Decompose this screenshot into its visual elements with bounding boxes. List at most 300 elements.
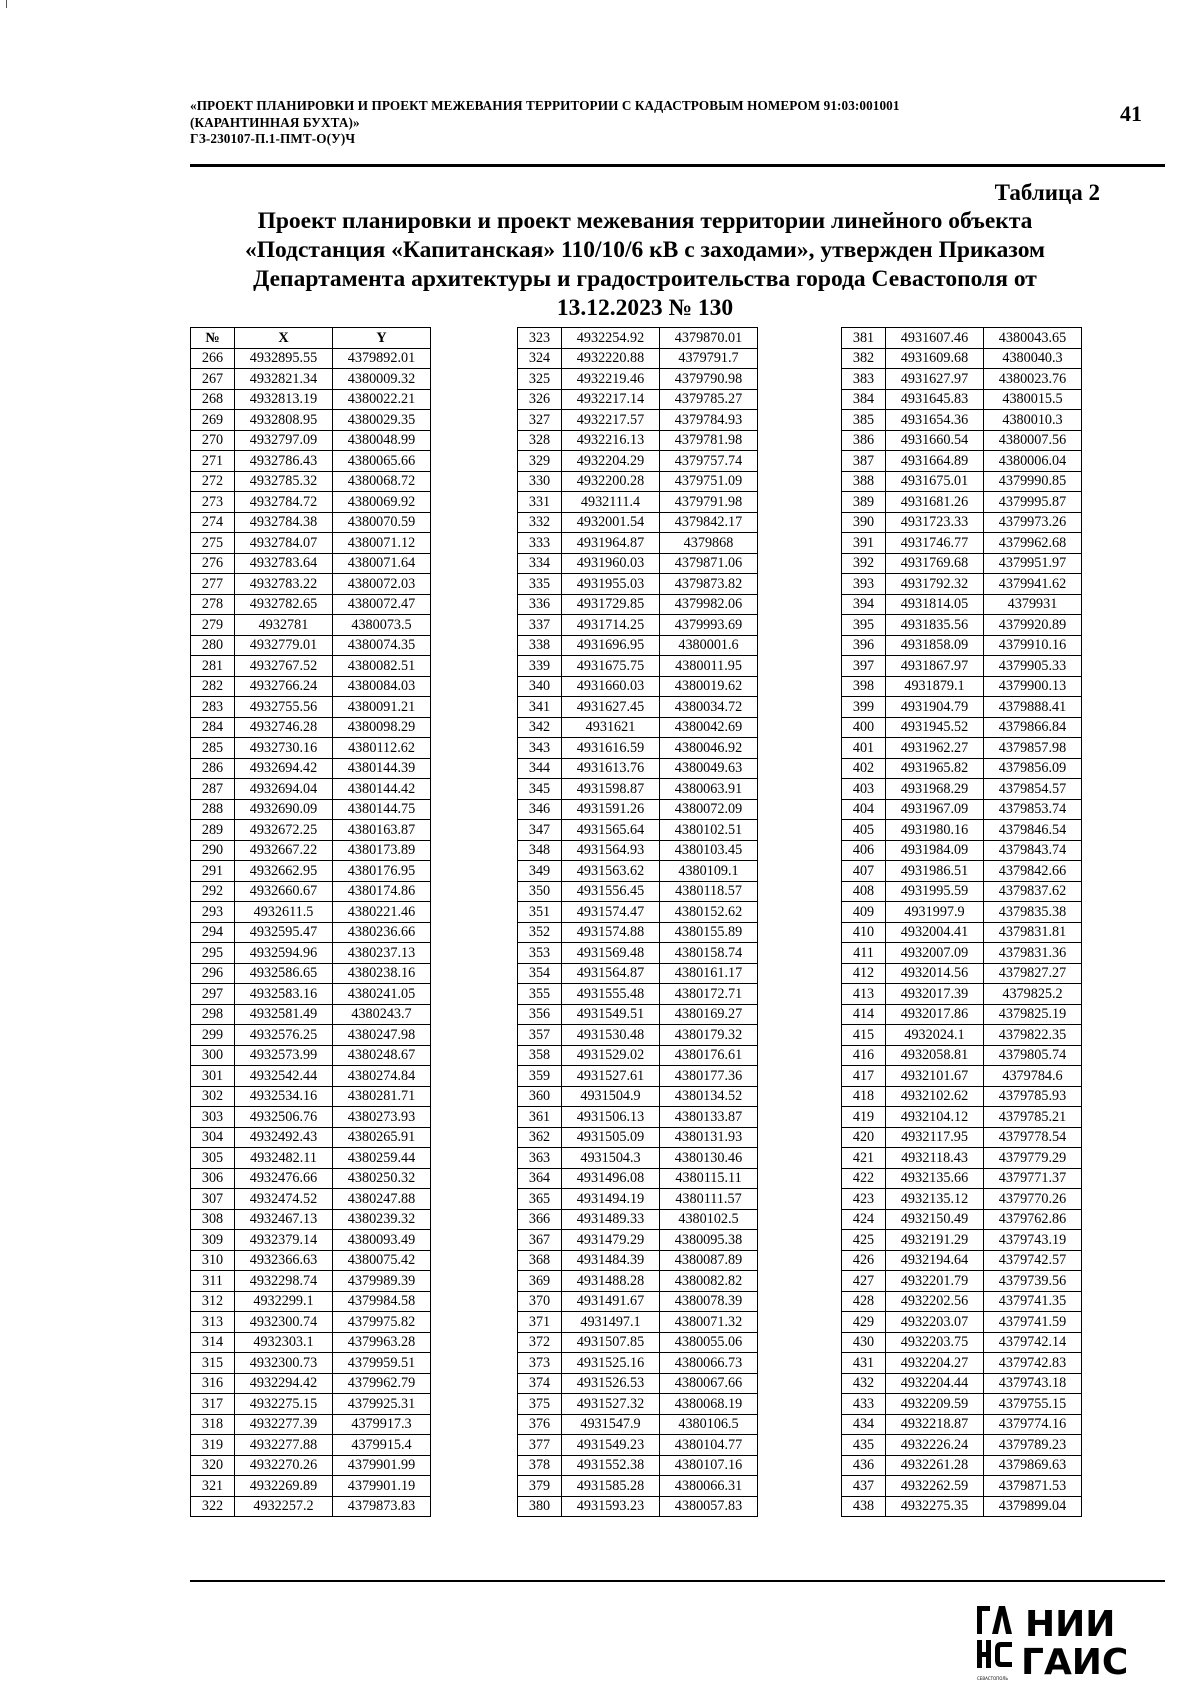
table-row [842, 1271, 1082, 1292]
coordinate-y-cell: 4380055.06 [660, 1332, 758, 1353]
coordinate-x-cell: 4932783.22 [235, 574, 333, 595]
table-row [842, 348, 1082, 369]
point-number-cell: 319 [191, 1435, 235, 1456]
coordinate-x-cell: 4931681.26 [886, 492, 984, 513]
point-number-cell: 339 [518, 656, 562, 677]
coordinate-y-cell: 4380155.89 [660, 922, 758, 943]
coordinate-x-cell: 4931547.9 [562, 1414, 660, 1435]
coordinate-x-cell: 4932667.22 [235, 840, 333, 861]
coordinate-y-cell: 4379822.35 [984, 1025, 1082, 1046]
coordinate-y-cell: 4379785.93 [984, 1086, 1082, 1107]
point-number-cell: 363 [518, 1148, 562, 1169]
coordinate-x-cell: 4931660.03 [562, 676, 660, 697]
coordinate-y-cell: 4380046.92 [660, 738, 758, 759]
point-number-cell: 402 [842, 758, 886, 779]
coordinate-x-cell: 4932204.44 [886, 1373, 984, 1394]
coordinate-x-cell: 4931505.09 [562, 1127, 660, 1148]
table-row [191, 1373, 431, 1394]
table-row [518, 1496, 758, 1517]
table-row [518, 1004, 758, 1025]
coordinate-x-cell: 4932226.24 [886, 1435, 984, 1456]
coordinate-x-cell: 4932611.5 [235, 902, 333, 923]
table-row [191, 512, 431, 533]
point-number-cell: 292 [191, 881, 235, 902]
point-number-cell: 344 [518, 758, 562, 779]
coordinate-y-cell: 4380084.03 [333, 676, 431, 697]
coordinate-x-cell: 4931609.68 [886, 348, 984, 369]
point-number-cell: 403 [842, 779, 886, 800]
coordinate-y-cell: 4380022.21 [333, 389, 431, 410]
coordinate-y-cell: 4379790.98 [660, 369, 758, 390]
point-number-cell: 380 [518, 1496, 562, 1517]
point-number-cell: 375 [518, 1394, 562, 1415]
table-row [191, 799, 431, 820]
coordinate-x-cell: 4932017.39 [886, 984, 984, 1005]
coordinate-x-cell: 4932730.16 [235, 738, 333, 759]
point-number-cell: 330 [518, 471, 562, 492]
point-number-cell: 311 [191, 1271, 235, 1292]
coordinate-y-cell: 4379857.98 [984, 738, 1082, 759]
point-number-cell: 328 [518, 430, 562, 451]
table-row [518, 1086, 758, 1107]
coordinate-x-cell: 4931530.48 [562, 1025, 660, 1046]
point-number-cell: 394 [842, 594, 886, 615]
table-row [842, 410, 1082, 431]
point-number-cell: 367 [518, 1230, 562, 1251]
coordinate-x-cell: 4931488.28 [562, 1271, 660, 1292]
table-row [518, 902, 758, 923]
table-row [191, 615, 431, 636]
coordinate-x-cell: 4931904.79 [886, 697, 984, 718]
point-number-cell: 293 [191, 902, 235, 923]
coordinate-x-cell: 4932191.29 [886, 1230, 984, 1251]
coordinate-y-cell: 4380152.62 [660, 902, 758, 923]
point-number-cell: 282 [191, 676, 235, 697]
coordinate-x-cell: 4931997.9 [886, 902, 984, 923]
point-number-cell: 383 [842, 369, 886, 390]
table-row [518, 697, 758, 718]
point-number-cell: 427 [842, 1271, 886, 1292]
coordinate-x-cell: 4931984.09 [886, 840, 984, 861]
coordinate-x-cell: 4932118.43 [886, 1148, 984, 1169]
coordinate-x-cell: 4931879.1 [886, 676, 984, 697]
table-row [191, 1312, 431, 1333]
point-number-cell: 320 [191, 1455, 235, 1476]
table-row [518, 1435, 758, 1456]
table-row [518, 1148, 758, 1169]
coordinate-x-cell: 4931867.97 [886, 656, 984, 677]
coordinate-x-cell: 4932204.27 [886, 1353, 984, 1374]
table-row [842, 758, 1082, 779]
coordinate-y-cell: 4379993.69 [660, 615, 758, 636]
coordinate-x-cell: 4931569.48 [562, 943, 660, 964]
table-row [842, 676, 1082, 697]
coordinate-x-cell: 4932102.62 [886, 1086, 984, 1107]
coordinate-x-cell: 4932203.07 [886, 1312, 984, 1333]
table-row [842, 738, 1082, 759]
point-number-cell: 373 [518, 1353, 562, 1374]
coordinate-y-cell: 4380098.29 [333, 717, 431, 738]
coordinate-x-cell: 4932262.59 [886, 1476, 984, 1497]
coordinate-y-cell: 4379770.26 [984, 1189, 1082, 1210]
coordinate-x-cell: 4931555.48 [562, 984, 660, 1005]
coordinate-x-cell: 4932217.57 [562, 410, 660, 431]
coordinate-y-cell: 4380115.11 [660, 1168, 758, 1189]
coordinate-x-cell: 4932024.1 [886, 1025, 984, 1046]
coordinate-y-cell: 4380075.42 [333, 1250, 431, 1271]
coordinate-y-cell: 4379868 [660, 533, 758, 554]
table-row [842, 553, 1082, 574]
coordinate-y-cell: 4380247.88 [333, 1189, 431, 1210]
table-row [191, 1435, 431, 1456]
table-row [191, 1496, 431, 1517]
coordinate-y-cell: 4379757.74 [660, 451, 758, 472]
point-number-cell: 346 [518, 799, 562, 820]
coordinate-y-cell: 4380071.64 [333, 553, 431, 574]
table-row [191, 635, 431, 656]
point-number-cell: 285 [191, 738, 235, 759]
coordinate-y-cell: 4379856.09 [984, 758, 1082, 779]
point-number-cell: 299 [191, 1025, 235, 1046]
point-number-cell: 418 [842, 1086, 886, 1107]
point-number-cell: 388 [842, 471, 886, 492]
point-number-cell: 315 [191, 1353, 235, 1374]
point-number-cell: 351 [518, 902, 562, 923]
coordinate-y-cell: 4379975.82 [333, 1312, 431, 1333]
table-row [191, 1414, 431, 1435]
coordinate-x-cell: 4931507.85 [562, 1332, 660, 1353]
point-number-cell: 353 [518, 943, 562, 964]
table-row [191, 963, 431, 984]
table-row [518, 1045, 758, 1066]
point-number-cell: 322 [191, 1496, 235, 1517]
point-number-cell: 312 [191, 1291, 235, 1312]
table-row [191, 984, 431, 1005]
coordinate-y-cell: 4380070.59 [333, 512, 431, 533]
table-row [518, 512, 758, 533]
coordinate-y-cell: 4379959.51 [333, 1353, 431, 1374]
point-number-cell: 272 [191, 471, 235, 492]
coordinate-x-cell: 4931549.23 [562, 1435, 660, 1456]
table-row [518, 861, 758, 882]
point-number-cell: 340 [518, 676, 562, 697]
point-number-cell: 294 [191, 922, 235, 943]
coordinate-x-cell: 4931489.33 [562, 1209, 660, 1230]
coordinate-x-cell: 4932783.64 [235, 553, 333, 574]
point-number-cell: 324 [518, 348, 562, 369]
title-line-1: Проект планировки и проект межевания территории линейного объекта [257, 208, 1033, 234]
coordinate-y-cell: 4380243.7 [333, 1004, 431, 1025]
coordinate-x-cell: 4931529.02 [562, 1045, 660, 1066]
coordinate-y-cell: 4379831.81 [984, 922, 1082, 943]
title-line-3: Департамента архитектуры и градостроительства города Севастополя от [253, 266, 1037, 292]
coordinate-y-cell: 4379791.7 [660, 348, 758, 369]
coordinate-y-cell: 4380177.36 [660, 1066, 758, 1087]
coordinate-y-cell: 4380049.63 [660, 758, 758, 779]
coordinate-x-cell: 4931962.27 [886, 738, 984, 759]
coordinate-x-cell: 4932694.42 [235, 758, 333, 779]
coordinate-y-cell: 4380042.69 [660, 717, 758, 738]
coordinate-y-cell: 4379743.19 [984, 1230, 1082, 1251]
point-number-cell: 331 [518, 492, 562, 513]
coordinate-y-cell: 4380134.52 [660, 1086, 758, 1107]
table-row [518, 635, 758, 656]
table-row [842, 594, 1082, 615]
coordinate-x-cell: 4932275.35 [886, 1496, 984, 1517]
coordinate-y-cell: 4380010.3 [984, 410, 1082, 431]
coordinate-y-cell: 4379901.19 [333, 1476, 431, 1497]
point-number-cell: 405 [842, 820, 886, 841]
coordinate-y-cell: 4380107.16 [660, 1455, 758, 1476]
coordinate-y-cell: 4380174.86 [333, 881, 431, 902]
point-number-cell: 279 [191, 615, 235, 636]
coordinate-y-cell: 4380130.46 [660, 1148, 758, 1169]
point-number-cell: 436 [842, 1455, 886, 1476]
coordinate-y-cell: 4380247.98 [333, 1025, 431, 1046]
point-number-cell: 278 [191, 594, 235, 615]
table-row [842, 1250, 1082, 1271]
coordinate-x-cell: 4932275.15 [235, 1394, 333, 1415]
coordinate-y-cell: 4379825.19 [984, 1004, 1082, 1025]
coordinate-x-cell: 4931968.29 [886, 779, 984, 800]
point-number-cell: 333 [518, 533, 562, 554]
coordinate-y-cell: 4379825.2 [984, 984, 1082, 1005]
coordinate-x-cell: 4932595.47 [235, 922, 333, 943]
coordinate-y-cell: 4379962.68 [984, 533, 1082, 554]
table-row [842, 451, 1082, 472]
coordinate-x-cell: 4931627.97 [886, 369, 984, 390]
coordinate-x-cell: 4932101.67 [886, 1066, 984, 1087]
coordinate-x-cell: 4932542.44 [235, 1066, 333, 1087]
coordinate-y-cell: 4380248.67 [333, 1045, 431, 1066]
point-number-cell: 337 [518, 615, 562, 636]
coordinate-x-cell: 4932581.49 [235, 1004, 333, 1025]
table-row [191, 1291, 431, 1312]
coordinate-y-cell: 4380069.92 [333, 492, 431, 513]
coordinate-x-cell: 4932294.42 [235, 1373, 333, 1394]
coordinate-y-cell: 4380163.87 [333, 820, 431, 841]
coordinate-x-cell: 4932219.46 [562, 369, 660, 390]
coordinate-y-cell: 4379870.01 [660, 328, 758, 349]
coordinate-y-cell: 4379755.15 [984, 1394, 1082, 1415]
coordinate-y-cell: 4380144.42 [333, 779, 431, 800]
coordinate-y-cell: 4380019.62 [660, 676, 758, 697]
coordinate-x-cell: 4932821.34 [235, 369, 333, 390]
coordinate-y-cell: 4379831.36 [984, 943, 1082, 964]
coordinate-y-cell: 4379741.35 [984, 1291, 1082, 1312]
point-number-cell: 288 [191, 799, 235, 820]
table-row [842, 1066, 1082, 1087]
coordinate-y-cell: 4379905.33 [984, 656, 1082, 677]
coordinate-y-cell: 4380066.73 [660, 1353, 758, 1374]
point-number-cell: 277 [191, 574, 235, 595]
coordinate-y-cell: 4380241.05 [333, 984, 431, 1005]
coordinate-x-cell: 4931504.3 [562, 1148, 660, 1169]
coordinate-x-cell: 4932672.25 [235, 820, 333, 841]
coordinate-x-cell: 4932017.86 [886, 1004, 984, 1025]
coordinate-y-cell: 4380238.16 [333, 963, 431, 984]
table-row [842, 697, 1082, 718]
coordinate-y-cell: 4379791.98 [660, 492, 758, 513]
point-number-cell: 369 [518, 1271, 562, 1292]
coordinate-y-cell: 4379781.98 [660, 430, 758, 451]
coordinate-y-cell: 4380281.71 [333, 1086, 431, 1107]
table-row [518, 1312, 758, 1333]
coordinate-y-cell: 4379871.53 [984, 1476, 1082, 1497]
coordinate-x-cell: 4932482.11 [235, 1148, 333, 1169]
point-number-cell: 364 [518, 1168, 562, 1189]
coordinate-y-cell: 4379973.26 [984, 512, 1082, 533]
table-row [842, 1353, 1082, 1374]
coordinate-y-cell: 4380133.87 [660, 1107, 758, 1128]
point-number-cell: 270 [191, 430, 235, 451]
coordinate-x-cell: 4932117.95 [886, 1127, 984, 1148]
point-number-cell: 301 [191, 1066, 235, 1087]
coordinate-y-cell: 4380078.39 [660, 1291, 758, 1312]
point-number-cell: 381 [842, 328, 886, 349]
point-number-cell: 354 [518, 963, 562, 984]
table-row [842, 1189, 1082, 1210]
point-number-cell: 352 [518, 922, 562, 943]
coordinate-x-cell: 4931723.33 [886, 512, 984, 533]
table-row [191, 738, 431, 759]
coordinate-y-cell: 4379778.54 [984, 1127, 1082, 1148]
coordinate-y-cell: 4380073.5 [333, 615, 431, 636]
point-number-cell: 323 [518, 328, 562, 349]
coordinate-y-cell: 4380068.72 [333, 471, 431, 492]
table-row [191, 430, 431, 451]
point-number-cell: 370 [518, 1291, 562, 1312]
coordinate-x-cell: 4932786.43 [235, 451, 333, 472]
coordinate-y-cell: 4379762.86 [984, 1209, 1082, 1230]
table-row [191, 820, 431, 841]
point-number-cell: 308 [191, 1209, 235, 1230]
coordinate-x-cell: 4931526.53 [562, 1373, 660, 1394]
table-label: Таблица 2 [994, 180, 1100, 205]
coordinate-x-cell: 4932767.52 [235, 656, 333, 677]
coordinate-x-cell: 4931598.87 [562, 779, 660, 800]
point-number-cell: 271 [191, 451, 235, 472]
table-row [518, 820, 758, 841]
table-row [518, 594, 758, 615]
point-number-cell: 329 [518, 451, 562, 472]
point-number-cell: 304 [191, 1127, 235, 1148]
point-number-cell: 302 [191, 1086, 235, 1107]
point-number-cell: 413 [842, 984, 886, 1005]
point-number-cell: 300 [191, 1045, 235, 1066]
point-number-cell: 349 [518, 861, 562, 882]
coordinate-x-cell: 4931621 [562, 717, 660, 738]
coordinate-y-cell: 4380176.95 [333, 861, 431, 882]
table-row [518, 328, 758, 349]
coordinate-y-cell: 4380172.71 [660, 984, 758, 1005]
coordinate-x-cell: 4932492.43 [235, 1127, 333, 1148]
point-number-cell: 374 [518, 1373, 562, 1394]
document-title [200, 207, 1090, 323]
point-number-cell: 336 [518, 594, 562, 615]
column-header-x: X [235, 328, 333, 349]
table-row [518, 922, 758, 943]
table-row [518, 369, 758, 390]
coordinate-y-cell: 4380102.51 [660, 820, 758, 841]
table-row [191, 1004, 431, 1025]
coordinate-y-cell: 4380001.6 [660, 635, 758, 656]
coordinate-x-cell: 4932781 [235, 615, 333, 636]
coordinate-x-cell: 4932660.67 [235, 881, 333, 902]
coordinate-y-cell: 4380043.65 [984, 328, 1082, 349]
coordinate-x-cell: 4931494.19 [562, 1189, 660, 1210]
table-row [842, 840, 1082, 861]
point-number-cell: 298 [191, 1004, 235, 1025]
point-number-cell: 290 [191, 840, 235, 861]
coordinate-x-cell: 4932001.54 [562, 512, 660, 533]
coordinate-y-cell: 4379873.82 [660, 574, 758, 595]
coordinate-y-cell: 4380239.32 [333, 1209, 431, 1230]
coordinate-x-cell: 4932201.79 [886, 1271, 984, 1292]
table-row [191, 881, 431, 902]
coordinate-y-cell: 4380072.09 [660, 799, 758, 820]
coordinate-y-cell: 4380006.04 [984, 451, 1082, 472]
coordinate-x-cell: 4932217.14 [562, 389, 660, 410]
coordinate-x-cell: 4931729.85 [562, 594, 660, 615]
point-number-cell: 423 [842, 1189, 886, 1210]
point-number-cell: 287 [191, 779, 235, 800]
coordinate-x-cell: 4931627.45 [562, 697, 660, 718]
table-row [842, 881, 1082, 902]
coordinate-x-cell: 4931504.9 [562, 1086, 660, 1107]
coordinate-y-cell: 4379805.74 [984, 1045, 1082, 1066]
coordinate-y-cell: 4379925.31 [333, 1394, 431, 1415]
coordinate-x-cell: 4931664.89 [886, 451, 984, 472]
point-number-cell: 412 [842, 963, 886, 984]
table-row [842, 635, 1082, 656]
table-row [518, 1353, 758, 1374]
coordinate-x-cell: 4931574.88 [562, 922, 660, 943]
coordinate-x-cell: 4932784.38 [235, 512, 333, 533]
coordinate-y-cell: 4379962.79 [333, 1373, 431, 1394]
table-row [191, 574, 431, 595]
coordinate-x-cell: 4931497.1 [562, 1312, 660, 1333]
table-row [518, 1107, 758, 1128]
coordinate-y-cell: 4380111.57 [660, 1189, 758, 1210]
point-number-cell: 286 [191, 758, 235, 779]
point-number-cell: 438 [842, 1496, 886, 1517]
table-row [191, 1189, 431, 1210]
coordinate-y-cell: 4379742.57 [984, 1250, 1082, 1271]
table-row [842, 902, 1082, 923]
table-row [518, 738, 758, 759]
coordinate-y-cell: 4379827.27 [984, 963, 1082, 984]
coordinate-x-cell: 4932254.92 [562, 328, 660, 349]
table-row [191, 451, 431, 472]
point-number-cell: 389 [842, 492, 886, 513]
coordinates-table-left [190, 327, 431, 1517]
coordinate-y-cell: 4379901.99 [333, 1455, 431, 1476]
coordinate-y-cell: 4380259.44 [333, 1148, 431, 1169]
table-row [191, 492, 431, 513]
coordinate-y-cell: 4379963.28 [333, 1332, 431, 1353]
coordinate-x-cell: 4931995.59 [886, 881, 984, 902]
coordinate-x-cell: 4932594.96 [235, 943, 333, 964]
table-row [842, 656, 1082, 677]
table-row [842, 963, 1082, 984]
coordinate-x-cell: 4932576.25 [235, 1025, 333, 1046]
coordinate-y-cell: 4380176.61 [660, 1045, 758, 1066]
coordinate-x-cell: 4931525.16 [562, 1353, 660, 1374]
coordinate-x-cell: 4931654.36 [886, 410, 984, 431]
point-number-cell: 386 [842, 430, 886, 451]
point-number-cell: 281 [191, 656, 235, 677]
